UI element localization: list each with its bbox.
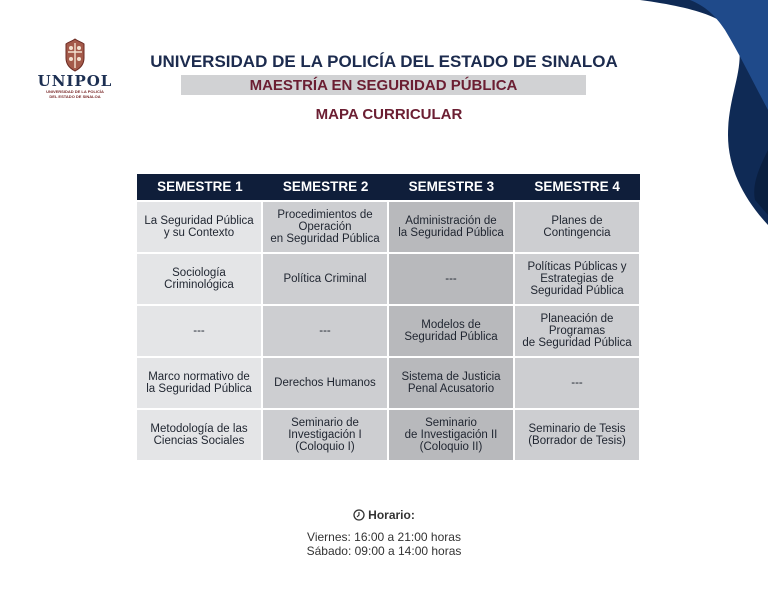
course-cell — [137, 254, 261, 304]
course-text: Seguridad Pública — [404, 331, 498, 343]
course-text: --- — [445, 273, 457, 285]
course-text: Contingencia — [543, 227, 611, 239]
course-text: Sistema de Justicia — [401, 371, 501, 383]
table-row — [137, 410, 640, 462]
course-text: La Seguridad Pública — [144, 215, 254, 227]
course-text: --- — [319, 325, 331, 337]
logo-wordmark: UNIPOL — [37, 72, 113, 90]
course-text: (Borrador de Tesis) — [528, 435, 626, 447]
course-text: Planes de — [551, 215, 603, 227]
course-text: Modelos de — [421, 319, 481, 331]
schedule-label: Horario: — [353, 508, 415, 522]
course-text: Procedimientos de — [277, 209, 373, 221]
course-cell — [137, 202, 261, 252]
course-text: Penal Acusatorio — [407, 383, 495, 395]
course-cell — [515, 202, 639, 252]
program-title: MAESTRÍA EN SEGURIDAD PÚBLICA — [181, 75, 586, 95]
course-cell — [263, 306, 387, 356]
course-text: Sociología — [172, 267, 226, 279]
semester-header-1: SEMESTRE 1 — [157, 179, 243, 194]
curriculum-table — [137, 174, 640, 462]
course-text: Planeación de — [540, 313, 614, 325]
course-cell — [263, 202, 387, 252]
semester-header-4: SEMESTRE 4 — [534, 179, 620, 194]
course-text: Seminario de Tesis — [528, 423, 626, 435]
table-row — [137, 202, 640, 254]
course-text: la Seguridad Pública — [146, 383, 252, 395]
course-cell — [515, 254, 639, 304]
course-text: de Seguridad Pública — [522, 337, 632, 349]
table-header-row — [137, 174, 640, 200]
table-row — [137, 306, 640, 358]
clock-icon — [353, 509, 365, 521]
unipol-logo — [32, 38, 118, 99]
course-text: Administración de — [405, 215, 497, 227]
course-text: Política Criminal — [283, 273, 367, 285]
table-body — [137, 202, 640, 462]
course-cell — [263, 254, 387, 304]
course-text: --- — [571, 377, 583, 389]
course-text: Marco normativo de — [148, 371, 250, 383]
course-cell — [137, 358, 261, 408]
course-cell — [389, 410, 513, 460]
schedule-saturday: Sábado: 09:00 a 14:00 horas — [306, 544, 462, 558]
course-text: --- — [193, 325, 205, 337]
course-text: la Seguridad Pública — [398, 227, 504, 239]
course-text: Criminológica — [164, 279, 234, 291]
course-cell — [389, 254, 513, 304]
course-cell — [137, 410, 261, 460]
university-title: UNIVERSIDAD DE LA POLICÍA DEL ESTADO DE SINALOA — [150, 52, 618, 71]
course-text: Operación — [298, 221, 352, 233]
course-cell — [389, 358, 513, 408]
logo-subtitle: UNIVERSIDAD DE LA POLICÍA DEL ESTADO DE SINALOA — [46, 89, 104, 99]
semester-header-3: SEMESTRE 3 — [408, 179, 495, 194]
course-text: Estrategias de — [540, 273, 614, 285]
course-text: Metodología de las — [150, 423, 248, 435]
course-text: Seguridad Pública — [530, 285, 624, 297]
course-text: y su Contexto — [163, 227, 235, 239]
course-cell — [263, 358, 387, 408]
course-text: Derechos Humanos — [274, 377, 376, 389]
course-text: de Investigación II — [404, 429, 498, 441]
course-text: Ciencias Sociales — [153, 435, 245, 447]
course-cell — [389, 306, 513, 356]
coat-of-arms-icon — [62, 38, 88, 72]
schedule-section — [0, 508, 768, 558]
course-cell — [263, 410, 387, 460]
curriculum-map-title: MAPA CURRICULAR — [315, 106, 463, 123]
course-text: Seminario de — [291, 417, 359, 429]
course-cell — [515, 306, 639, 356]
course-cell — [515, 410, 639, 460]
course-cell — [389, 202, 513, 252]
table-row — [137, 358, 640, 410]
table-row — [137, 254, 640, 306]
course-text: Programas — [548, 325, 606, 337]
course-text: (Coloquio I) — [295, 441, 355, 453]
course-text: Políticas Públicas y — [527, 261, 627, 273]
course-text: Investigación I — [288, 429, 362, 441]
course-text: (Coloquio II) — [419, 441, 483, 453]
course-cell — [137, 306, 261, 356]
semester-header-2: SEMESTRE 2 — [282, 179, 369, 194]
course-text: en Seguridad Pública — [270, 233, 380, 245]
schedule-friday: Viernes: 16:00 a 21:00 horas — [307, 530, 461, 544]
course-text: Seminario — [425, 417, 477, 429]
course-cell — [515, 358, 639, 408]
